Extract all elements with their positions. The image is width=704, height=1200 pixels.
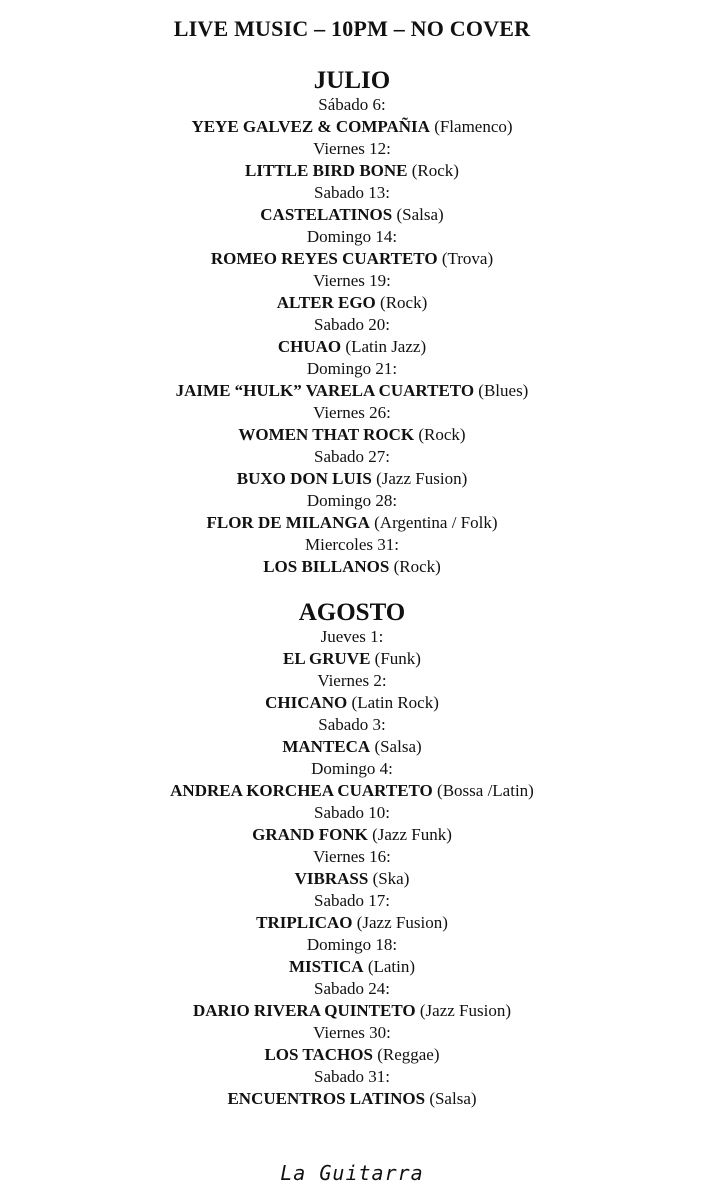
event-day: Viernes 12:: [313, 139, 391, 158]
act-name: LOS TACHOS: [264, 1045, 373, 1064]
act-genre: (Salsa): [429, 1089, 477, 1108]
event-act: [0, 1088, 704, 1110]
event-act: [0, 556, 704, 578]
event-act: [0, 780, 704, 802]
event-list: [0, 94, 704, 578]
act-genre: (Reggae): [377, 1045, 440, 1064]
event-day: Miercoles 31:: [305, 535, 399, 554]
event-day: Viernes 30:: [313, 1023, 391, 1042]
event-day: Sabado 3:: [318, 715, 386, 734]
act-genre: (Blues): [478, 381, 529, 400]
act-name: TRIPLICAO: [256, 913, 353, 932]
event-act: [0, 380, 704, 402]
page-title: LIVE MUSIC – 10PM – NO COVER: [173, 16, 531, 41]
act-genre: (Jazz Fusion): [356, 913, 448, 932]
event-act: [0, 648, 704, 670]
act-name: FLOR DE MILANGA: [206, 513, 370, 532]
act-name: ALTER EGO: [276, 293, 376, 312]
act-name: ANDREA KORCHEA CUARTETO: [170, 781, 433, 800]
event-day: Sabado 13:: [313, 183, 391, 202]
event-day: Domingo 21:: [306, 359, 398, 378]
act-genre: (Funk): [374, 649, 421, 668]
event-day: Sabado 10:: [313, 803, 391, 822]
act-name: MISTICA: [288, 957, 364, 976]
event-act: [0, 116, 704, 138]
event-act: [0, 424, 704, 446]
event-act: [0, 204, 704, 226]
act-genre: (Rock): [411, 161, 459, 180]
event-act: [0, 736, 704, 758]
act-name: CHICANO: [265, 693, 348, 712]
month-section-julio: [0, 66, 704, 578]
event-day: Sabado 31:: [313, 1067, 391, 1086]
act-name: ENCUENTROS LATINOS: [227, 1089, 426, 1108]
act-name: ROMEO REYES CUARTETO: [210, 249, 438, 268]
act-genre: (Argentina / Folk): [374, 513, 498, 532]
act-name: CASTELATINOS: [260, 205, 393, 224]
event-act: [0, 912, 704, 934]
act-name: JAIME “HULK” VARELA CUARTETO: [175, 381, 475, 400]
event-act: [0, 160, 704, 182]
event-act: [0, 248, 704, 270]
act-genre: (Rock): [393, 557, 441, 576]
act-genre: (Trova): [441, 249, 494, 268]
month-section-agosto: [0, 598, 704, 1110]
event-day: Domingo 18:: [306, 935, 398, 954]
act-name: EL GRUVE: [283, 649, 371, 668]
event-act: [0, 692, 704, 714]
event-day: Sabado 17:: [313, 891, 391, 910]
act-name: VIBRASS: [294, 869, 369, 888]
act-genre: (Latin Rock): [351, 693, 439, 712]
act-name: MANTECA: [282, 737, 371, 756]
event-day: Viernes 16:: [313, 847, 391, 866]
event-act: [0, 336, 704, 358]
event-act: [0, 468, 704, 490]
act-name: WOMEN THAT ROCK: [238, 425, 415, 444]
act-name: BUXO DON LUIS: [236, 469, 372, 488]
event-act: [0, 512, 704, 534]
event-day: Sabado 20:: [313, 315, 391, 334]
act-genre: (Salsa): [374, 737, 422, 756]
act-genre: (Flamenco): [434, 117, 513, 136]
event-day: Domingo 4:: [311, 759, 393, 778]
event-day: Domingo 14:: [306, 227, 398, 246]
event-day: Viernes 2:: [317, 671, 387, 690]
venue-logo-text: La Guitarra: [280, 1161, 424, 1185]
event-act: [0, 956, 704, 978]
act-genre: (Ska): [372, 869, 410, 888]
event-act: [0, 292, 704, 314]
act-genre: (Salsa): [396, 205, 444, 224]
act-name: YEYE GALVEZ & COMPAÑIA: [191, 117, 430, 136]
act-genre: (Latin): [367, 957, 416, 976]
event-day: Sabado 24:: [313, 979, 391, 998]
act-name: GRAND FONK: [252, 825, 368, 844]
event-list: [0, 626, 704, 1110]
act-genre: (Rock): [418, 425, 466, 444]
event-act: [0, 1044, 704, 1066]
event-day: Viernes 26:: [313, 403, 391, 422]
event-act: [0, 868, 704, 890]
act-name: LOS BILLANOS: [263, 557, 390, 576]
act-genre: (Rock): [380, 293, 428, 312]
month-title: JULIO: [313, 67, 391, 94]
act-genre: (Jazz Fusion): [419, 1001, 511, 1020]
act-genre: (Bossa /Latin): [437, 781, 534, 800]
event-day: Domingo 28:: [306, 491, 398, 510]
act-genre: (Latin Jazz): [345, 337, 427, 356]
event-act: [0, 1000, 704, 1022]
act-genre: (Jazz Funk): [372, 825, 452, 844]
act-genre: (Jazz Fusion): [376, 469, 468, 488]
event-day: Sábado 6:: [318, 95, 386, 114]
event-day: Jueves 1:: [320, 627, 384, 646]
act-name: DARIO RIVERA QUINTETO: [193, 1001, 416, 1020]
event-act: [0, 824, 704, 846]
act-name: CHUAO: [277, 337, 342, 356]
month-title: AGOSTO: [298, 599, 406, 626]
act-name: LITTLE BIRD BONE: [245, 161, 408, 180]
event-day: Sabado 27:: [313, 447, 391, 466]
event-day: Viernes 19:: [313, 271, 391, 290]
